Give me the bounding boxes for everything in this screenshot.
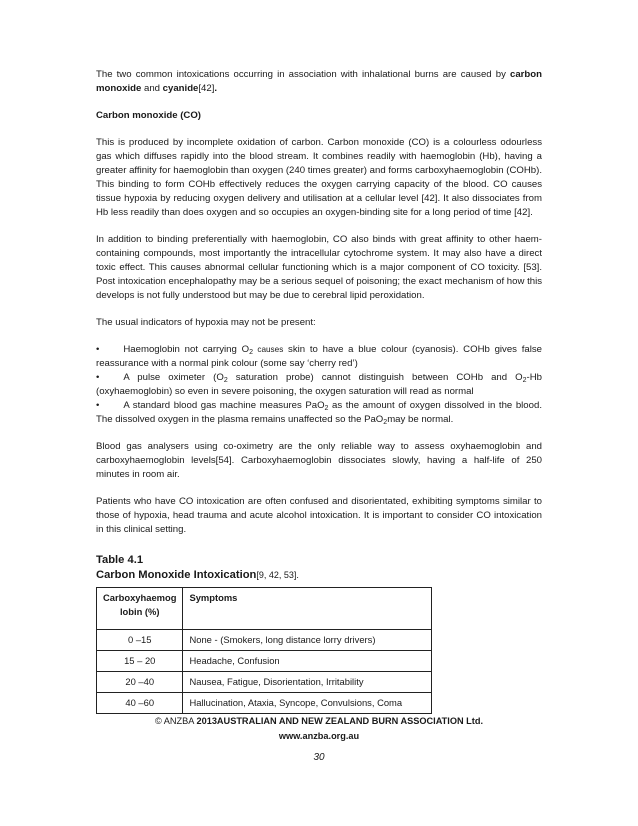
cell-level: 0 –15	[97, 630, 183, 651]
table-header-row	[97, 588, 432, 630]
section-heading: Carbon monoxide (CO)	[96, 110, 201, 121]
cell-symptoms: Nausea, Fatigue, Disorientation, Irritability	[183, 672, 432, 693]
term-carbon-monoxide: carbon monoxide	[96, 69, 542, 94]
footer-copyright: © ANZBA 2013AUSTRALIAN AND NEW ZEALAND BURN ASSOCIATION Ltd.	[154, 716, 483, 726]
cell-level: 40 –60	[97, 693, 183, 714]
cell-symptoms: Headache, Confusion	[183, 651, 432, 672]
citation: [42]	[198, 83, 215, 94]
term-cyanide: cyanide	[162, 83, 199, 94]
cell-level: 20 –40	[97, 672, 183, 693]
document-body	[96, 68, 542, 714]
bullet-item-cyanosis: • Haemoglobin not carrying $O_2$ causes skin to have a blue colour (cyanosis). COHb gives false reassurance with a normal pink colour (some say ‘cherry red’)	[96, 344, 542, 369]
paragraph-co-production: This is produced by incomplete oxidation of carbon. Carbon monoxide (CO) is a colourless odourless gas which diffuses rapidly into the blood stream. It combines readily with haemoglobin (Hb), having a greater affinity for haemoglobin than oxygen (240 times greater) and forms carboxyhaemoglobin (COHb). This binding to form COHb effectively reduces the oxygen carrying capacity of the blood. CO causes tissue hypoxia by reducing oxygen delivery and utilisation at a cellular level [42]. It also dissociates from Hb less readily than does oxygen and so occupies an oxygen-binding site for a long period of time [42].	[96, 137, 542, 218]
table-row	[97, 672, 432, 693]
table-caption	[96, 553, 542, 583]
paragraph-co-oximetry: Blood gas analysers using co-oximetry are the only reliable way to assess oxyhaemoglobin and carboxyhaemoglobin levels[54]. Carboxyhaemoglobin dissociates slowly, having a half-life of 250 minutes in room air.	[96, 441, 542, 480]
footer-website[interactable]: www.anzba.org.au	[278, 731, 360, 741]
table-title: Carbon Monoxide Intoxication[9, 42, 53].	[96, 569, 299, 581]
table-row	[97, 630, 432, 651]
paragraph-clinical-setting: Patients who have CO intoxication are often confused and disorientated, exhibiting symptoms similar to those of hypoxia, head trauma and acute alcohol intoxication. It is important to consider CO intoxication in this clinical setting.	[96, 496, 542, 535]
table-row	[97, 651, 432, 672]
page-number: 30	[313, 752, 325, 763]
co-intoxication-table	[96, 587, 432, 714]
cell-symptoms: None - (Smokers, long distance lorry drivers)	[183, 630, 432, 651]
table-citation: [9, 42, 53].	[256, 570, 299, 580]
bullet-item-blood-gas: • A standard blood gas machine measures PaO$_2$ as the amount of oxygen dissolved in the blood. The dissolved oxygen in the plasma remains unaffected so the PaO$_2$may be normal.	[96, 400, 542, 426]
cell-level: 15 – 20	[97, 651, 183, 672]
header-carboxyhaemoglobin: Carboxyhaemog lobin (%)	[97, 588, 183, 630]
paragraph-haem-binding: In addition to binding preferentially with haemoglobin, CO also binds with great affinity to other haem- containing compounds, most importantly the intracellular cytochrome system. It may also have a direct toxic effect. This causes abnormal cellular functioning which is a major component of CO toxicity. [53]. Post intoxication encephalopathy may be a serious sequel of poisoning; the exact mechanism of how this develops is not fully understood but may be due to cerebral lipid peroxidation.	[96, 234, 542, 301]
bullet-item-pulse-oximeter: • A pulse oximeter ($O_2$ saturation probe) cannot distinguish between COHb and $O_2-Hb$ (oxyhaemoglobin) so even in severe poisoning, the oxygen saturation will read as normal	[96, 372, 542, 397]
bullet-icon: •	[96, 400, 100, 411]
intro-paragraph: The two common intoxications occurring in association with inhalational burns are caused by carbon monoxide and cyanide[42].	[96, 69, 542, 94]
cell-symptoms: Hallucination, Ataxia, Syncope, Convulsions, Coma	[183, 693, 432, 714]
bullet-icon: •	[96, 372, 100, 383]
header-symptoms: Symptoms	[183, 588, 432, 630]
table-label: Table 4.1	[96, 554, 144, 566]
indicators-intro: The usual indicators of hypoxia may not be present:	[96, 317, 316, 328]
table-row	[97, 693, 432, 714]
bullet-icon: •	[96, 344, 100, 355]
